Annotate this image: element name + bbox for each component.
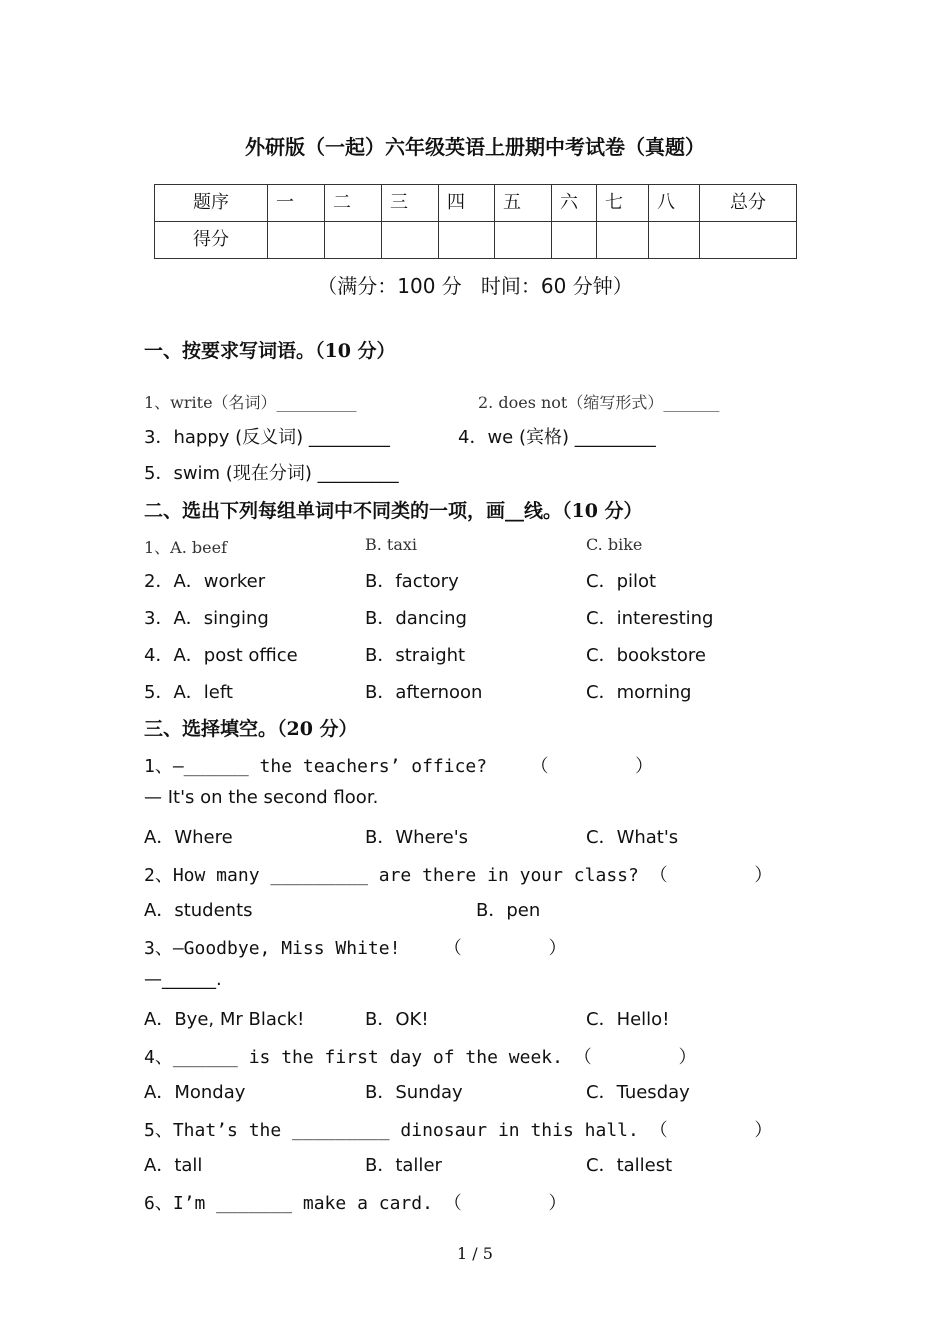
- option-b: B．dancing: [365, 608, 467, 629]
- score-cell[interactable]: [552, 222, 597, 259]
- question-3-1: 1、—______ the teachers’ office? （ ）: [144, 756, 654, 777]
- score-header-cell: 题序: [193, 192, 229, 213]
- option-a: 5．A．left: [144, 682, 233, 703]
- option-b: B．Sunday: [365, 1082, 463, 1103]
- score-cell[interactable]: [597, 222, 649, 259]
- exam-subtitle: （满分：100 分 时间：60 分钟）: [317, 274, 633, 298]
- option-a: A．tall: [144, 1155, 203, 1176]
- score-header-cell: 三: [390, 192, 408, 213]
- question-1-2: 2. does not（缩写形式）_______: [478, 393, 720, 412]
- score-table-header-row: [155, 185, 797, 222]
- option-a: 4．A．post office: [144, 645, 298, 666]
- option-b: B．Where's: [365, 827, 469, 848]
- page-title: 外研版（一起）六年级英语上册期中考试卷（真题）: [245, 135, 705, 159]
- option-a: A．students: [144, 900, 253, 921]
- option-a: 1、A. beef: [144, 538, 228, 557]
- score-cell[interactable]: [700, 222, 797, 259]
- option-c: C．Tuesday: [586, 1082, 690, 1103]
- question-3-4: 4、______ is the first day of the week. （ ）: [144, 1047, 697, 1068]
- section-2-heading: 二、选出下列每组单词中不同类的一项，画__线。（10 分）: [144, 500, 643, 522]
- option-a: A．Bye, Mr Black!: [144, 1009, 305, 1030]
- question-3-3-answer-line: —______.: [144, 969, 222, 990]
- option-b: B．afternoon: [365, 682, 483, 703]
- option-c: C. bike: [586, 535, 643, 554]
- score-header-cell: 八: [657, 192, 675, 213]
- score-table-score-row: [155, 222, 797, 259]
- score-header-cell: 二: [333, 192, 351, 213]
- section-3-heading: 三、选择填空。（20 分）: [144, 718, 358, 740]
- score-cell[interactable]: [495, 222, 552, 259]
- option-b: B．straight: [365, 645, 466, 666]
- question-3-5: 5、That’s the _________ dinosaur in this hall. （ ）: [144, 1120, 773, 1141]
- option-c: C．morning: [586, 682, 692, 703]
- score-cell[interactable]: [439, 222, 495, 259]
- score-header-cell: 一: [276, 192, 294, 213]
- option-b: B. taxi: [365, 535, 418, 554]
- option-c: C．tallest: [586, 1155, 673, 1176]
- score-table: [154, 184, 797, 259]
- question-1-1: 1、write（名词）__________: [144, 393, 357, 412]
- score-row-label: 得分: [193, 229, 229, 250]
- question-3-2: 2、How many _________ are there in your class? （ ）: [144, 865, 773, 886]
- score-cell[interactable]: [268, 222, 325, 259]
- option-a: A．Monday: [144, 1082, 246, 1103]
- score-header-cell: 六: [560, 192, 578, 213]
- option-c: C．What's: [586, 827, 679, 848]
- score-cell[interactable]: [382, 222, 439, 259]
- option-c: C．interesting: [586, 608, 714, 629]
- question-3-3: 3、—Goodbye, Miss White! （ ）: [144, 938, 567, 959]
- question-1-3: 3．happy (反义词) _________: [144, 427, 390, 448]
- score-header-cell: 七: [605, 192, 623, 213]
- section-1-heading: 一、按要求写词语。（10 分）: [144, 340, 396, 362]
- option-c: C．bookstore: [586, 645, 706, 666]
- option-b: B．pen: [476, 900, 541, 921]
- score-header-cell: 五: [503, 192, 521, 213]
- option-b: B．OK!: [365, 1009, 429, 1030]
- option-a: 2．A．worker: [144, 571, 266, 592]
- score-cell[interactable]: [649, 222, 700, 259]
- question-1-4: 4．we (宾格) _________: [458, 427, 656, 448]
- score-cell[interactable]: [325, 222, 382, 259]
- page-number: 1 / 5: [457, 1244, 493, 1263]
- option-b: B．taller: [365, 1155, 442, 1176]
- option-a: 3．A．singing: [144, 608, 269, 629]
- score-header-cell: 总分: [730, 192, 766, 213]
- option-b: B．factory: [365, 571, 459, 592]
- option-c: C．Hello!: [586, 1009, 670, 1030]
- question-3-1-answer-line: — It's on the second floor.: [144, 787, 379, 808]
- question-1-5: 5．swim (现在分词) _________: [144, 463, 399, 484]
- question-3-6: 6、I’m _______ make a card. （ ）: [144, 1193, 567, 1214]
- score-header-cell: 四: [447, 192, 465, 213]
- option-c: C．pilot: [586, 571, 657, 592]
- option-a: A．Where: [144, 827, 233, 848]
